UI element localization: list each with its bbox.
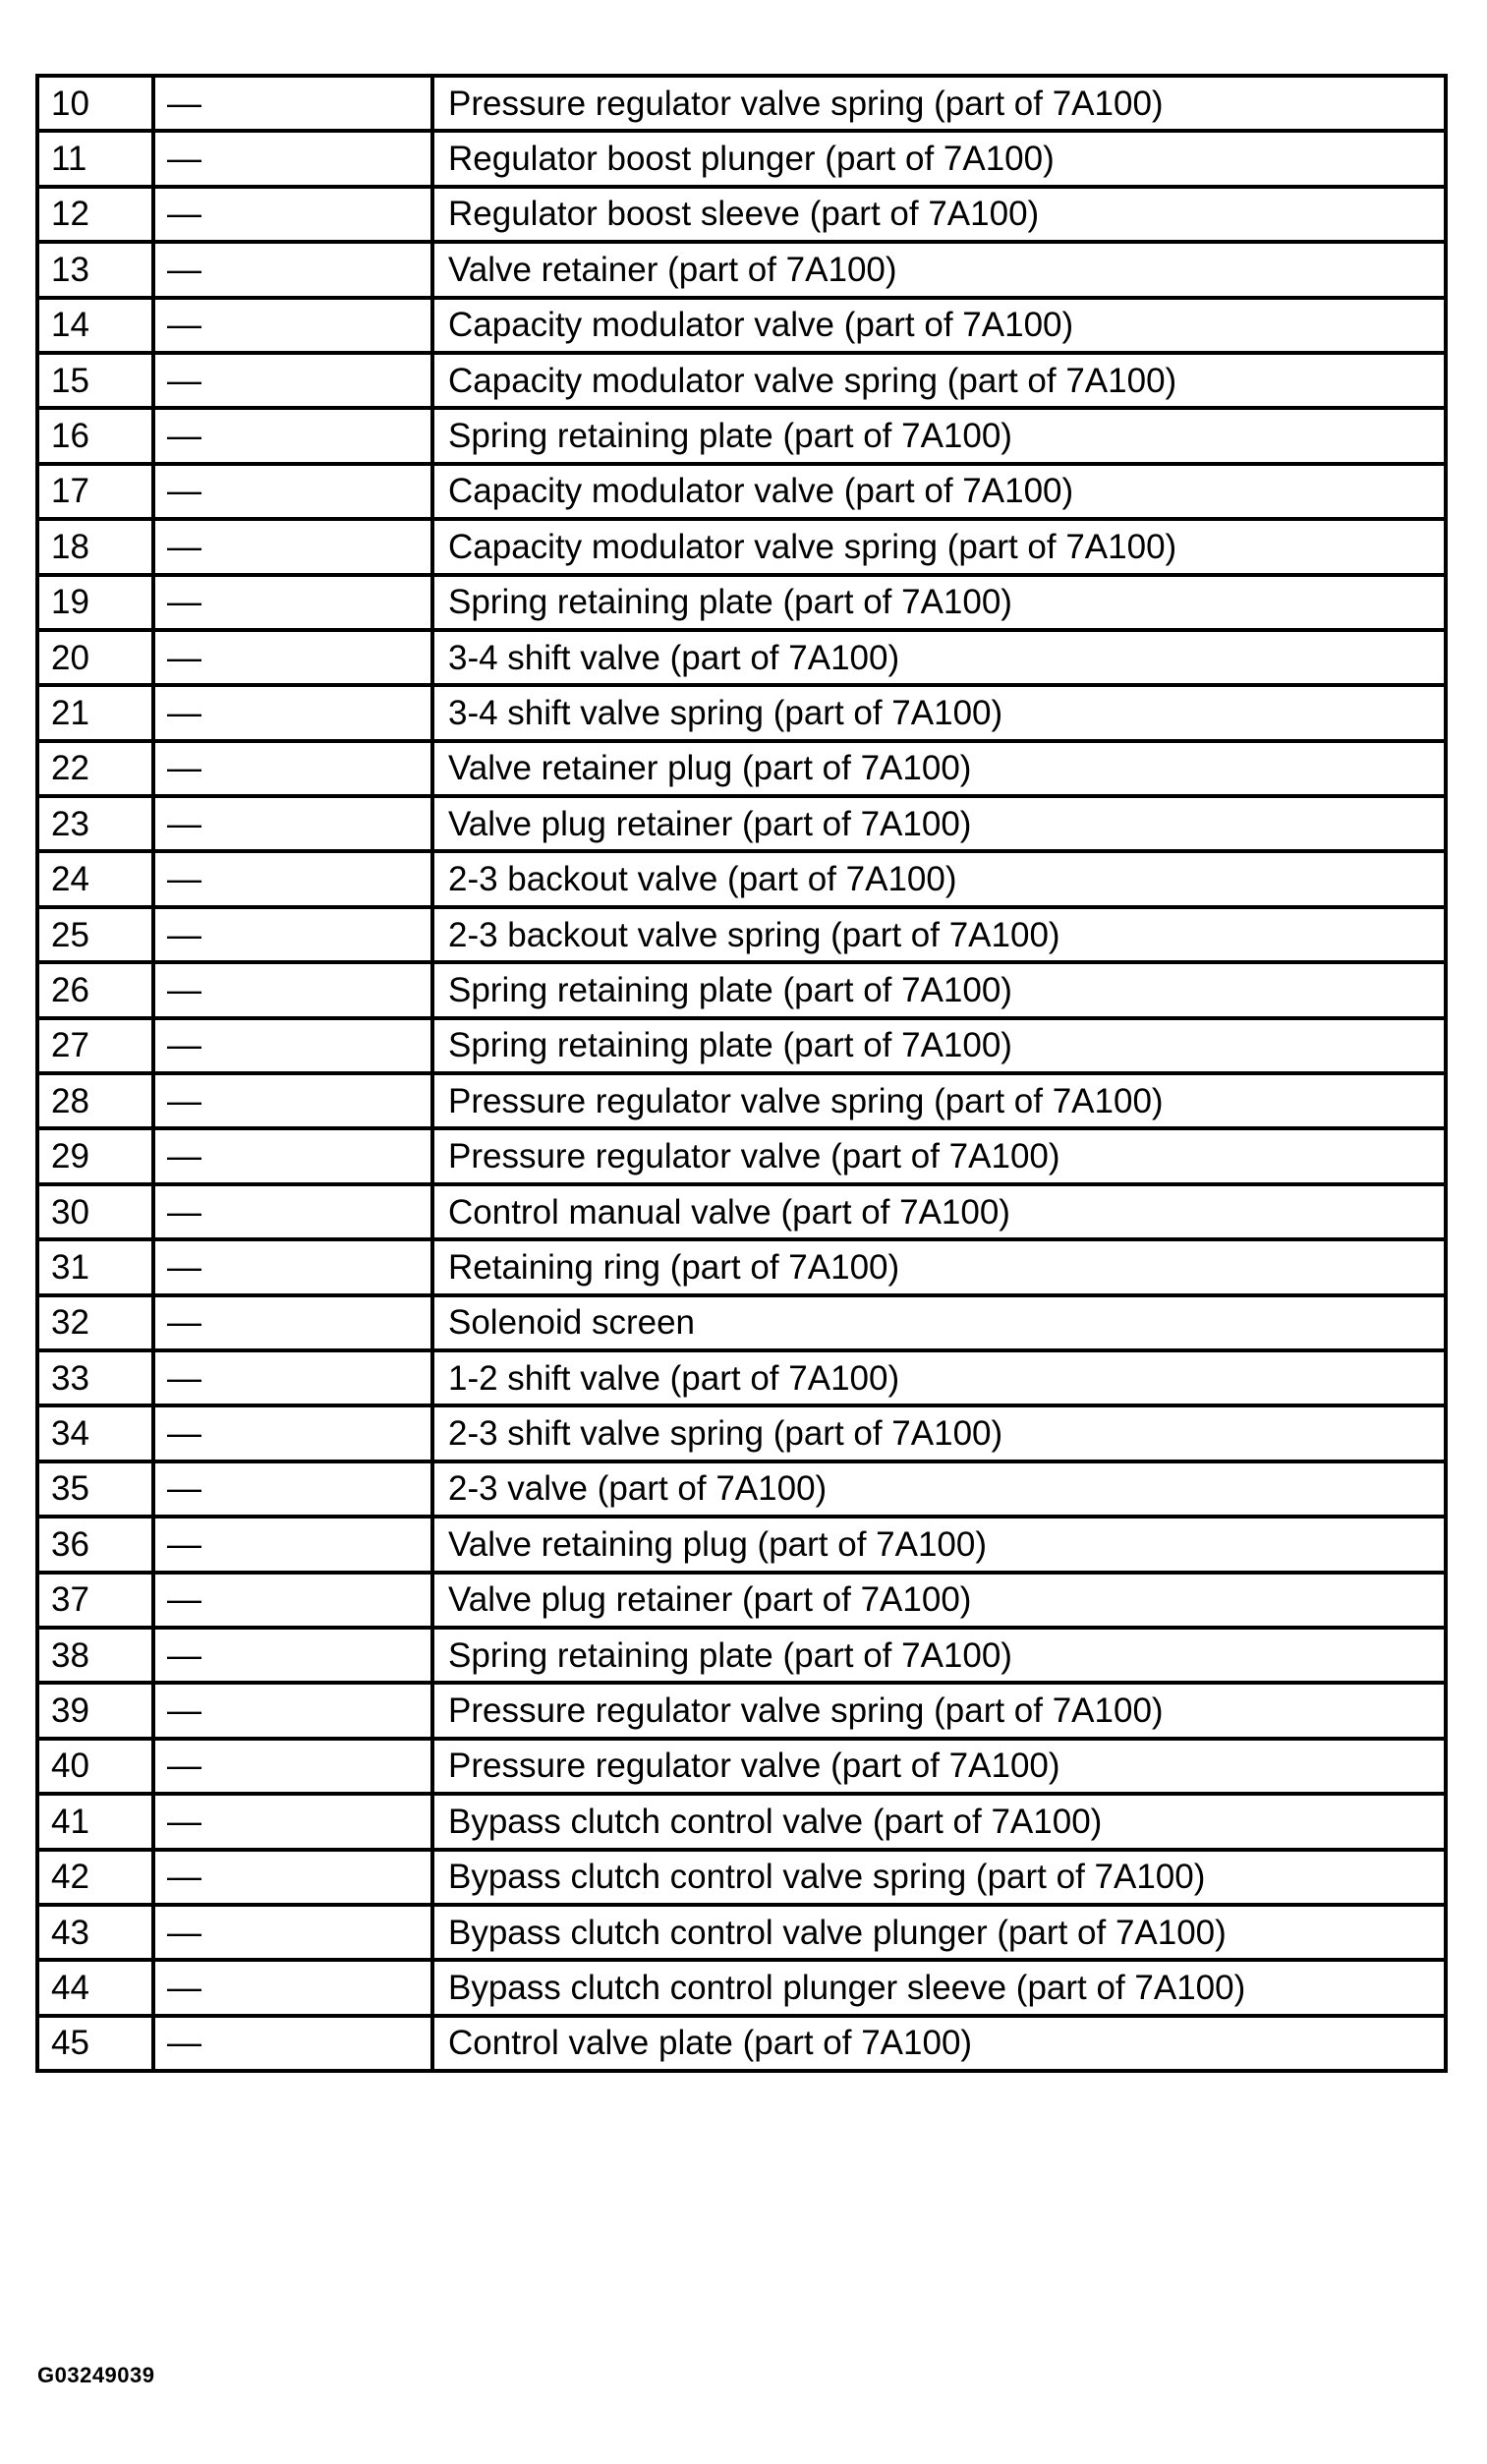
part-description: Pressure regulator valve (part of 7A100): [432, 1739, 1446, 1794]
item-number: 11: [37, 131, 153, 186]
item-number: 35: [37, 1461, 153, 1517]
table-row: [37, 519, 1446, 574]
item-number: 28: [37, 1073, 153, 1128]
part-description: Valve retaining plug (part of 7A100): [432, 1517, 1446, 1572]
item-number: 34: [37, 1405, 153, 1461]
item-number: 13: [37, 242, 153, 297]
part-description: Control valve plate (part of 7A100): [432, 2016, 1446, 2071]
table-row: [37, 1405, 1446, 1461]
part-description: Regulator boost sleeve (part of 7A100): [432, 187, 1446, 242]
item-number: 40: [37, 1739, 153, 1794]
item-number: 38: [37, 1628, 153, 1683]
part-number: —: [153, 1239, 432, 1294]
part-number: —: [153, 187, 432, 242]
part-number: —: [153, 1018, 432, 1073]
part-number: —: [153, 1517, 432, 1572]
part-number: —: [153, 575, 432, 630]
part-number: —: [153, 1794, 432, 1849]
table-row: [37, 1739, 1446, 1794]
item-number: 32: [37, 1295, 153, 1350]
table-row: [37, 1350, 1446, 1405]
table-row: [37, 1239, 1446, 1294]
part-description: Valve plug retainer (part of 7A100): [432, 1573, 1446, 1628]
item-number: 19: [37, 575, 153, 630]
item-number: 17: [37, 464, 153, 519]
parts-table: [35, 74, 1448, 2073]
part-description: Spring retaining plate (part of 7A100): [432, 962, 1446, 1017]
part-description: Pressure regulator valve spring (part of 7A100): [432, 76, 1446, 131]
part-number: —: [153, 1184, 432, 1239]
part-description: 3-4 shift valve (part of 7A100): [432, 630, 1446, 685]
part-description: Bypass clutch control valve plunger (part of 7A100): [432, 1905, 1446, 1960]
part-description: 2-3 valve (part of 7A100): [432, 1461, 1446, 1517]
part-number: —: [153, 796, 432, 851]
part-number: —: [153, 1628, 432, 1683]
table-row: [37, 907, 1446, 962]
item-number: 29: [37, 1128, 153, 1183]
part-number: —: [153, 1683, 432, 1738]
item-number: 21: [37, 685, 153, 740]
part-number: —: [153, 1960, 432, 2015]
part-number: —: [153, 76, 432, 131]
item-number: 15: [37, 353, 153, 408]
part-number: —: [153, 1850, 432, 1905]
table-row: [37, 1073, 1446, 1128]
part-description: 2-3 shift valve spring (part of 7A100): [432, 1405, 1446, 1461]
table-row: [37, 1850, 1446, 1905]
part-description: Spring retaining plate (part of 7A100): [432, 1018, 1446, 1073]
part-number: —: [153, 1573, 432, 1628]
table-row: [37, 1628, 1446, 1683]
part-description: Valve retainer (part of 7A100): [432, 242, 1446, 297]
part-number: —: [153, 851, 432, 906]
table-row: [37, 76, 1446, 131]
part-number: —: [153, 685, 432, 740]
item-number: 25: [37, 907, 153, 962]
table-row: [37, 962, 1446, 1017]
item-number: 20: [37, 630, 153, 685]
part-number: —: [153, 1073, 432, 1128]
table-row: [37, 796, 1446, 851]
item-number: 23: [37, 796, 153, 851]
table-row: [37, 1960, 1446, 2015]
item-number: 10: [37, 76, 153, 131]
part-description: Bypass clutch control plunger sleeve (part of 7A100): [432, 1960, 1446, 2015]
table-row: [37, 851, 1446, 906]
table-row: [37, 1573, 1446, 1628]
part-description: Capacity modulator valve (part of 7A100): [432, 464, 1446, 519]
item-number: 43: [37, 1905, 153, 1960]
table-row: [37, 1128, 1446, 1183]
item-number: 45: [37, 2016, 153, 2071]
part-description: Retaining ring (part of 7A100): [432, 1239, 1446, 1294]
part-number: —: [153, 131, 432, 186]
item-number: 33: [37, 1350, 153, 1405]
table-row: [37, 1794, 1446, 1849]
item-number: 31: [37, 1239, 153, 1294]
table-row: [37, 242, 1446, 297]
part-number: —: [153, 1905, 432, 1960]
table-row: [37, 575, 1446, 630]
part-number: —: [153, 464, 432, 519]
item-number: 18: [37, 519, 153, 574]
item-number: 41: [37, 1794, 153, 1849]
table-row: [37, 685, 1446, 740]
item-number: 24: [37, 851, 153, 906]
figure-id-caption: G03249039: [37, 2363, 155, 2387]
part-description: 3-4 shift valve spring (part of 7A100): [432, 685, 1446, 740]
item-number: 22: [37, 741, 153, 796]
item-number: 30: [37, 1184, 153, 1239]
part-number: —: [153, 408, 432, 463]
part-number: —: [153, 1128, 432, 1183]
part-number: —: [153, 1405, 432, 1461]
part-description: Control manual valve (part of 7A100): [432, 1184, 1446, 1239]
part-description: Solenoid screen: [432, 1295, 1446, 1350]
table-row: [37, 741, 1446, 796]
part-description: Regulator boost plunger (part of 7A100): [432, 131, 1446, 186]
table-row: [37, 1517, 1446, 1572]
part-description: Bypass clutch control valve (part of 7A100): [432, 1794, 1446, 1849]
item-number: 27: [37, 1018, 153, 1073]
part-description: Pressure regulator valve spring (part of 7A100): [432, 1073, 1446, 1128]
part-description: Valve plug retainer (part of 7A100): [432, 796, 1446, 851]
part-number: —: [153, 630, 432, 685]
table-row: [37, 1295, 1446, 1350]
part-number: —: [153, 1295, 432, 1350]
part-description: Pressure regulator valve (part of 7A100): [432, 1128, 1446, 1183]
part-description: Capacity modulator valve spring (part of 7A100): [432, 519, 1446, 574]
table-row: [37, 298, 1446, 353]
part-number: —: [153, 962, 432, 1017]
table-row: [37, 630, 1446, 685]
item-number: 36: [37, 1517, 153, 1572]
item-number: 39: [37, 1683, 153, 1738]
part-description: Spring retaining plate (part of 7A100): [432, 575, 1446, 630]
table-row: [37, 2016, 1446, 2071]
part-number: —: [153, 519, 432, 574]
part-description: 1-2 shift valve (part of 7A100): [432, 1350, 1446, 1405]
part-number: —: [153, 741, 432, 796]
item-number: 12: [37, 187, 153, 242]
part-description: Capacity modulator valve spring (part of 7A100): [432, 353, 1446, 408]
part-number: —: [153, 907, 432, 962]
part-number: —: [153, 298, 432, 353]
part-description: 2-3 backout valve spring (part of 7A100): [432, 907, 1446, 962]
part-description: Spring retaining plate (part of 7A100): [432, 408, 1446, 463]
part-number: —: [153, 1350, 432, 1405]
item-number: 44: [37, 1960, 153, 2015]
item-number: 26: [37, 962, 153, 1017]
table-row: [37, 1018, 1446, 1073]
table-row: [37, 131, 1446, 186]
part-description: 2-3 backout valve (part of 7A100): [432, 851, 1446, 906]
part-description: Valve retainer plug (part of 7A100): [432, 741, 1446, 796]
part-number: —: [153, 353, 432, 408]
table-row: [37, 464, 1446, 519]
table-row: [37, 408, 1446, 463]
part-number: —: [153, 1461, 432, 1517]
part-description: Bypass clutch control valve spring (part of 7A100): [432, 1850, 1446, 1905]
part-number: —: [153, 2016, 432, 2071]
part-description: Pressure regulator valve spring (part of 7A100): [432, 1683, 1446, 1738]
table-row: [37, 1905, 1446, 1960]
parts-table-body: [37, 76, 1446, 2071]
part-number: —: [153, 242, 432, 297]
table-row: [37, 1461, 1446, 1517]
item-number: 42: [37, 1850, 153, 1905]
item-number: 16: [37, 408, 153, 463]
part-description: Capacity modulator valve (part of 7A100): [432, 298, 1446, 353]
part-description: Spring retaining plate (part of 7A100): [432, 1628, 1446, 1683]
part-number: —: [153, 1739, 432, 1794]
table-row: [37, 187, 1446, 242]
item-number: 37: [37, 1573, 153, 1628]
table-row: [37, 1184, 1446, 1239]
table-row: [37, 353, 1446, 408]
item-number: 14: [37, 298, 153, 353]
table-row: [37, 1683, 1446, 1738]
